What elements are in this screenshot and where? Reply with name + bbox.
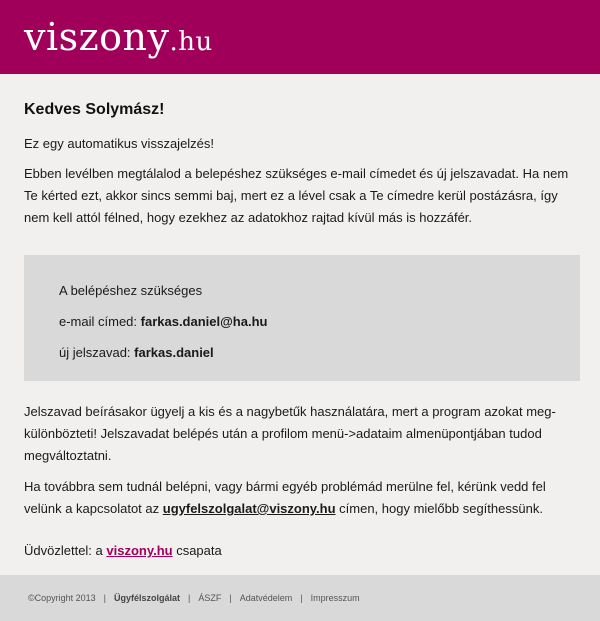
header-bar — [0, 0, 600, 74]
signoff-text-after: csapata — [172, 543, 222, 558]
support-paragraph — [24, 476, 576, 520]
credentials-box — [24, 255, 580, 381]
password-label: új jelszavad: — [59, 345, 135, 360]
credentials-email-line — [59, 306, 545, 337]
footer-separator: | — [300, 593, 303, 603]
support-text-before: Ha továbbra sem tudnál belépni, vagy bármi egyéb problémád merülne fel, kérünk vedd fel velünk a kapcsolatot az — [24, 479, 546, 516]
footer-separator: | — [188, 593, 191, 603]
info-paragraph: Ebben levélben megtálalod a belepéshez szükséges e-mail címedet és új jelszavadat. Ha nem Te kérted ezt, akkor sincs semmi baj, mert ez a lével csak a Te címedre kerül postázásra, így nem kell attól félned, hogy ezekhez az adatokhoz rajtad kívül más is hozzáfér. — [24, 166, 569, 225]
footer-link-terms[interactable]: ÁSZF — [198, 593, 222, 603]
signoff-text-before: Üdvözlettel: a — [24, 543, 107, 558]
greeting-heading: Kedves Solymász! — [24, 101, 165, 118]
credentials-password-line — [59, 337, 545, 368]
footer-bar — [0, 575, 600, 621]
footer-link-customer-service[interactable]: Ügyfélszolgálat — [114, 593, 181, 603]
logo-tld: .hu — [169, 27, 213, 57]
support-email-link[interactable]: ugyfelszolgalat@viszony.hu — [162, 501, 336, 516]
footer-link-imprint[interactable]: Impresszum — [310, 593, 360, 603]
viszony-link[interactable]: viszony.hu — [106, 543, 173, 558]
intro-text: Ez egy automatikus visszajelzés! — [24, 136, 215, 151]
logo-name: viszony — [24, 15, 170, 59]
password-note-paragraph: Jelszavad beírásakor ügyelj a kis és a nagybetűk használatára, mert a program azokat meg-különbözteti! Jelszavadat belépés után a profilom menü->adataim almenüpontjában tudod megváltoztatni. — [24, 404, 556, 463]
viszony-logo[interactable] — [24, 15, 213, 59]
signoff — [24, 540, 576, 562]
email-label: e-mail címed: — [59, 314, 141, 329]
footer-separator: | — [229, 593, 232, 603]
support-text-after: címen, hogy mielőbb segíthessünk. — [335, 501, 543, 516]
credentials-heading: A belépéshez szükséges — [59, 283, 203, 298]
email-body — [0, 74, 600, 562]
password-value: farkas.daniel — [134, 345, 214, 360]
copyright-text: ©Copyright 2013 — [28, 593, 96, 603]
footer-link-privacy[interactable]: Adatvédelem — [239, 593, 293, 603]
footer-separator: | — [103, 593, 107, 603]
email-value: farkas.daniel@ha.hu — [140, 314, 268, 329]
